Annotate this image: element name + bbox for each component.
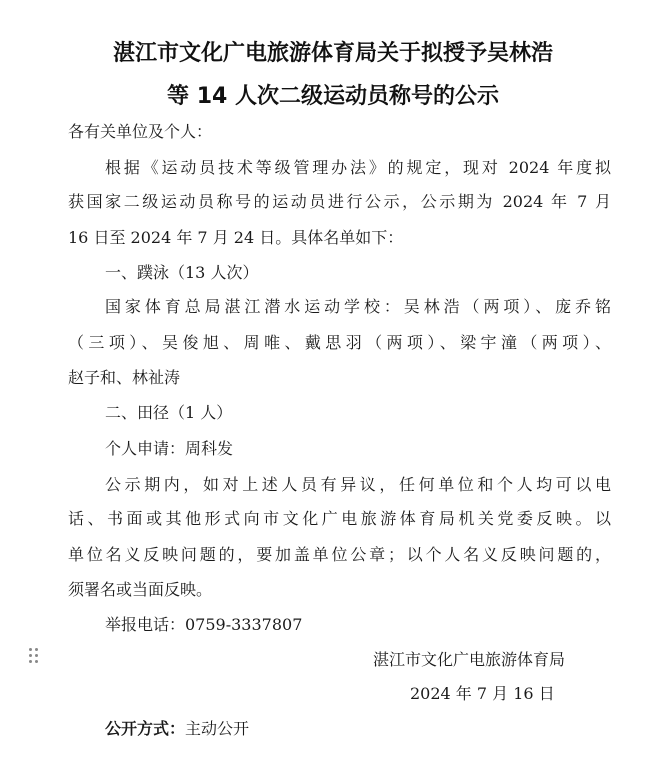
signature-org: 湛江市文化广电旅游体育局 [373,650,566,669]
document-title-line-2: 等 14 人次二级运动员称号的公示 [167,84,499,109]
hotline: 举报电话：0759-3337807 [105,615,303,634]
para2-line-4: 须署名或当面反映。 [68,580,213,599]
section1-line-2: （三项）、吴俊旭、周唯、戴思羽（两项）、梁宇潼（两项）、 [68,333,611,352]
section1-heading: 一、蹼泳（13 人次） [105,263,259,282]
document-title-line-1: 湛江市文化广电旅游体育局关于拟授予吴林浩 [112,41,553,66]
para2-line-1: 公示期内，如对上述人员有异议，任何单位和个人均可以电 [105,475,611,494]
section1-line-3: 赵子和、林祉涛 [68,368,181,387]
para1-line-1: 根据《运动员技术等级管理办法》的规定，现对 2024 年度拟 [105,158,611,177]
section1-line-1: 国家体育总局湛江潜水运动学校：吴林浩（两项）、庞乔铭 [105,297,611,316]
para2-line-2: 话、书面或其他形式向市文化广电旅游体育局机关党委反映。以 [68,509,611,528]
signature-date: 2024 年 7 月 16 日 [410,684,555,703]
disclosure-value: 主动公开 [185,719,250,738]
section2-heading: 二、田径（1 人） [105,403,233,422]
drag-handle-icon[interactable] [29,648,39,664]
section2-line: 个人申请：周科发 [105,439,234,458]
para1-line-2: 获国家二级运动员称号的运动员进行公示，公示期为 2024 年 7 月 [68,192,611,211]
para1-line-3: 16 日至 2024 年 7 月 24 日。具体名单如下： [68,228,404,247]
salutation: 各有关单位及个人： [68,122,213,141]
disclosure [105,719,249,739]
disclosure-label: 公开方式： [105,719,186,738]
para2-line-3: 单位名义反映问题的，要加盖单位公章；以个人名义反映问题的， [68,545,611,564]
